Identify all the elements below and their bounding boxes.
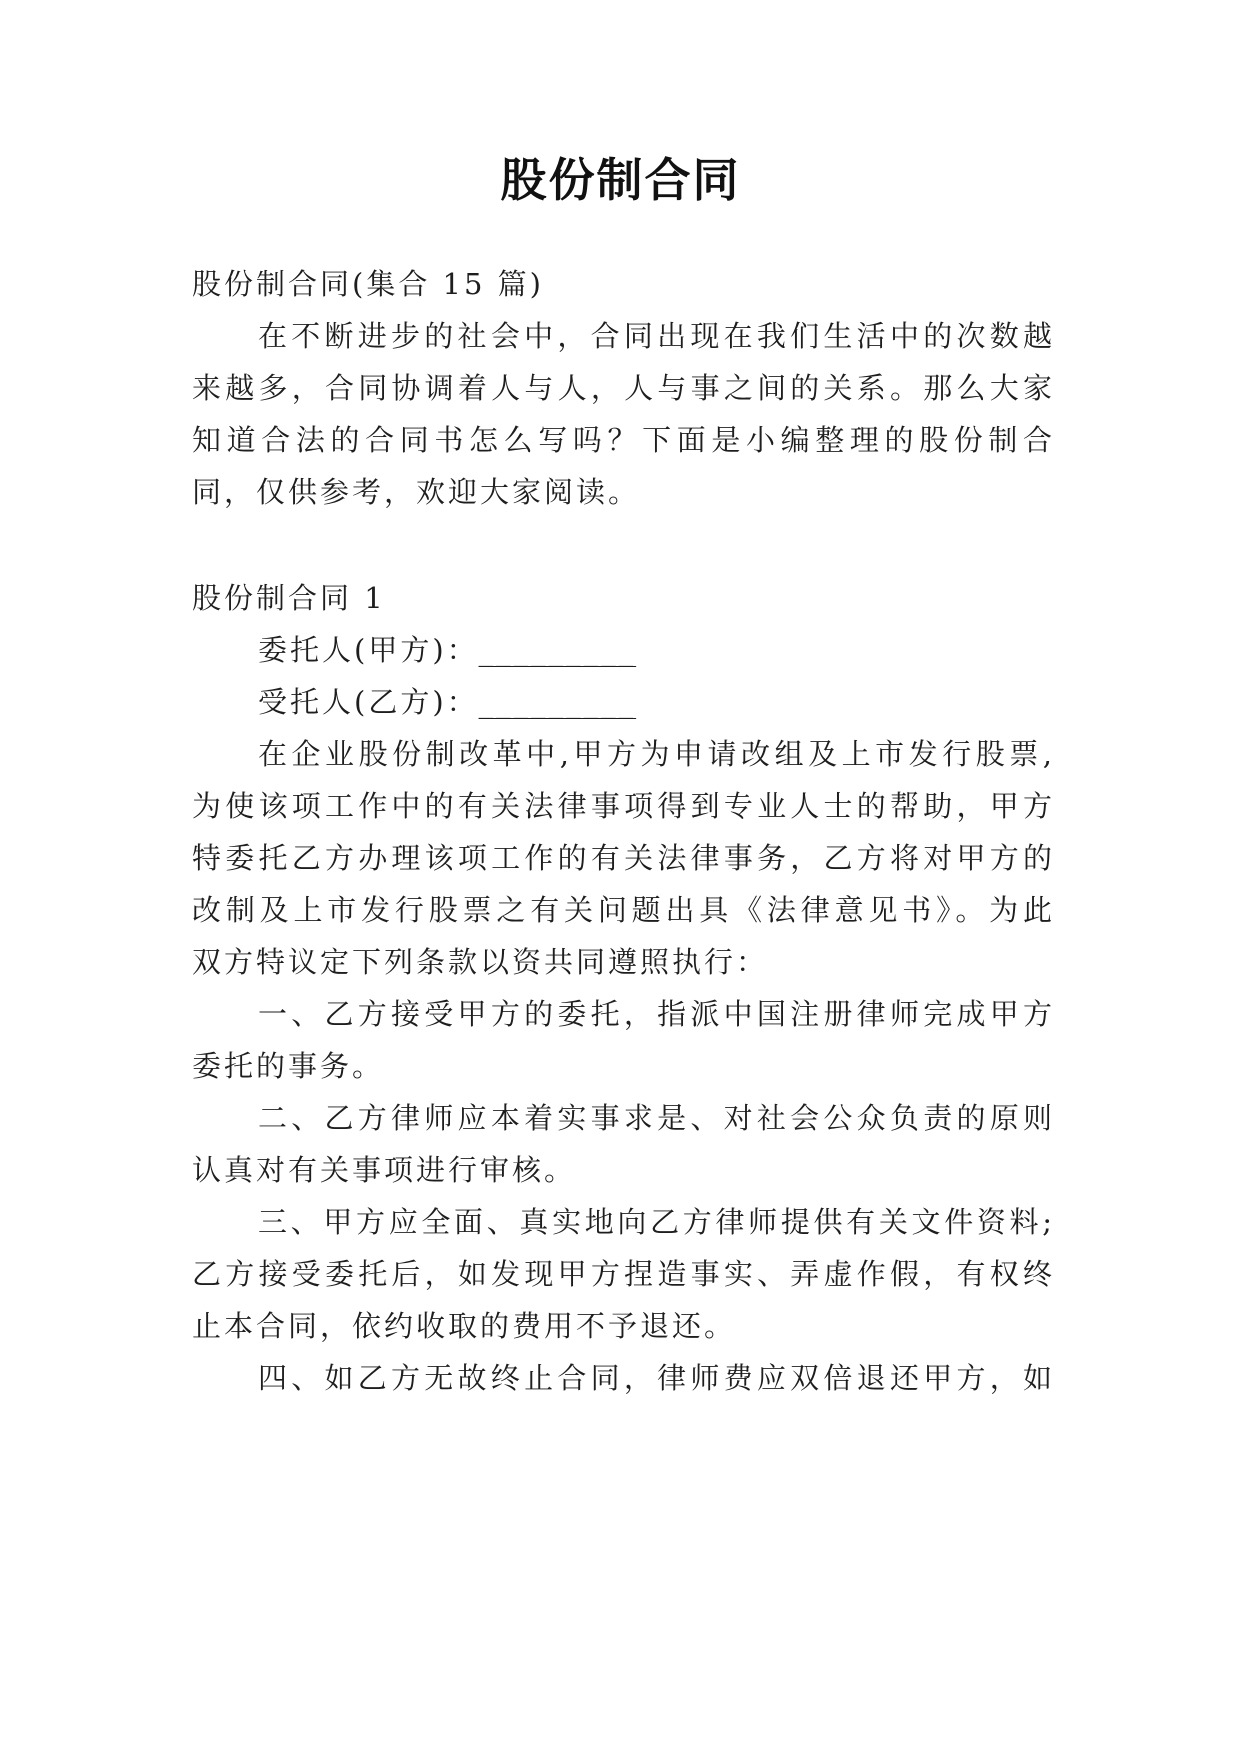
subtitle: 股份制合同(集合 15 篇) xyxy=(192,267,544,301)
trustee-label: 受托人(乙方)： xyxy=(258,685,479,719)
clause-2-line-1: 二、乙方律师应本着实事求是、对社会公众负责的原则 xyxy=(258,1101,1052,1135)
clause-3-line-1: 三、甲方应全面、真实地向乙方律师提供有关文件资料; xyxy=(258,1205,1052,1239)
clause-3-line-2: 乙方接受委托后，如发现甲方捏造事实、弄虚作假，有权终 xyxy=(192,1257,1052,1291)
body-line-5: 双方特议定下列条款以资共同遵照执行： xyxy=(192,945,769,979)
client-label: 委托人(甲方)： xyxy=(258,633,479,667)
intro-line-2: 来越多，合同协调着人与人，人与事之间的关系。那么大家 xyxy=(192,371,1052,405)
intro-line-1: 在不断进步的社会中，合同出现在我们生活中的次数越 xyxy=(258,319,1052,353)
clause-1-line-1: 一、乙方接受甲方的委托，指派中国注册律师完成甲方 xyxy=(258,997,1052,1031)
page-title: 股份制合同 xyxy=(500,153,741,207)
clause-2-line-2: 认真对有关事项进行审核。 xyxy=(192,1153,577,1187)
clause-3-line-3: 止本合同，依约收取的费用不予退还。 xyxy=(192,1309,737,1343)
trustee-blank: _________ xyxy=(478,685,637,719)
client-line xyxy=(258,630,1118,670)
body-line-2: 为使该项工作中的有关法律事项得到专业人士的帮助，甲方 xyxy=(192,789,1052,823)
body-line-4: 改制及上市发行股票之有关问题出具《法律意见书》。为此 xyxy=(192,893,1052,927)
trustee-line xyxy=(258,682,1118,722)
intro-line-4: 同，仅供参考，欢迎大家阅读。 xyxy=(192,475,641,509)
section-heading: 股份制合同 1 xyxy=(192,581,386,615)
body-line-1: 在企业股份制改革中,甲方为申请改组及上市发行股票, xyxy=(258,737,1052,771)
clause-1-line-2: 委托的事务。 xyxy=(192,1049,385,1083)
client-blank: _________ xyxy=(478,633,637,667)
intro-line-3: 知道合法的合同书怎么写吗？下面是小编整理的股份制合 xyxy=(192,423,1052,457)
clause-4-line-1: 四、如乙方无故终止合同，律师费应双倍退还甲方，如 xyxy=(258,1361,1052,1395)
body-line-3: 特委托乙方办理该项工作的有关法律事务，乙方将对甲方的 xyxy=(192,841,1052,875)
